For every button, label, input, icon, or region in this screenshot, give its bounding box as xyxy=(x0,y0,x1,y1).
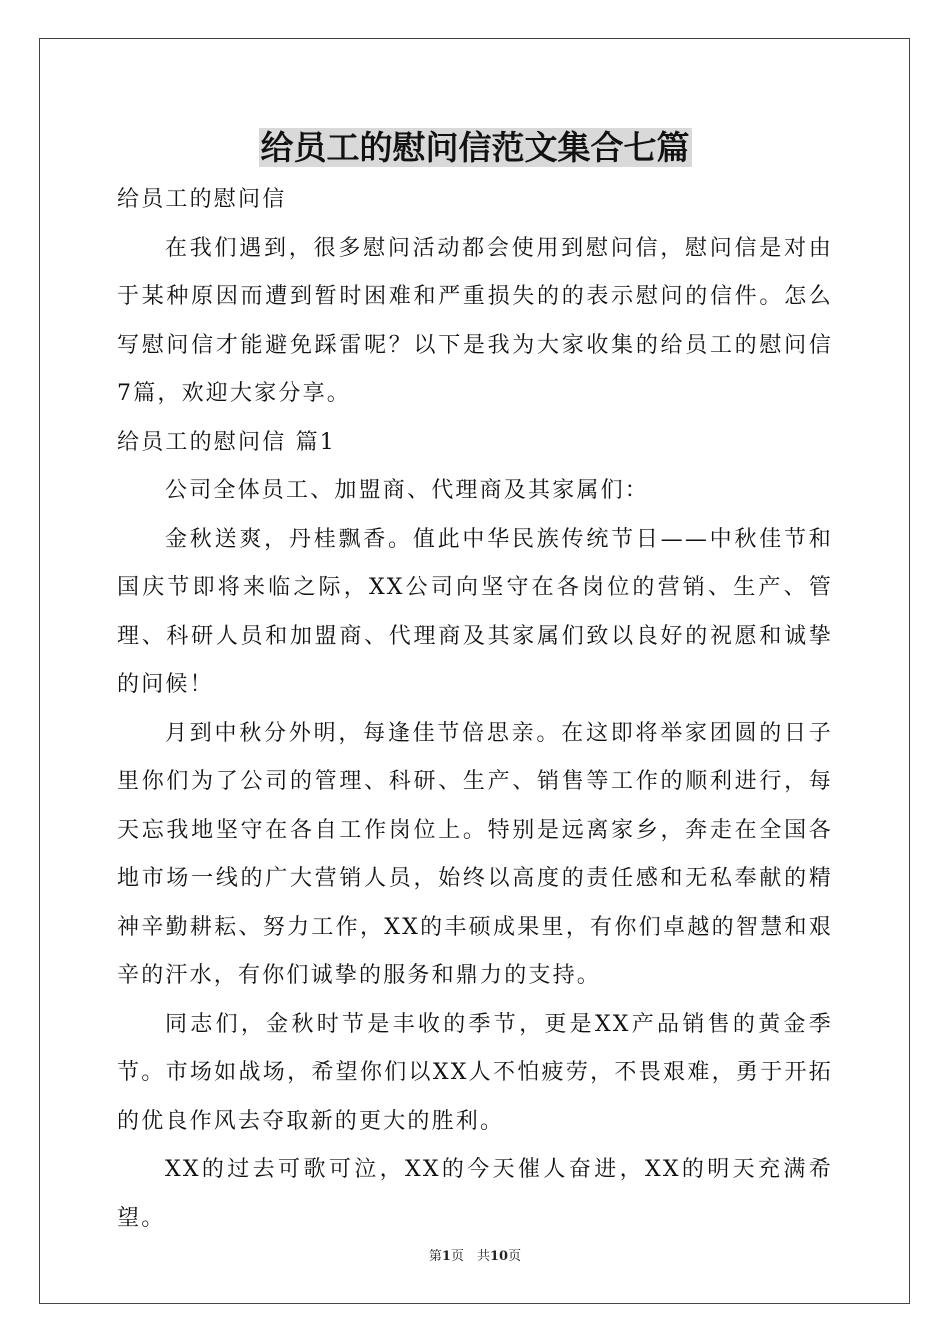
footer-current-page: 1 xyxy=(441,1249,451,1264)
page-footer xyxy=(0,1248,950,1266)
document-title-text: 给员工的慰问信范文集合七篇 xyxy=(260,128,690,167)
footer-total-pages: 10 xyxy=(489,1249,509,1264)
body-paragraph: 公司全体员工、加盟商、代理商及其家属们： xyxy=(165,478,650,503)
body-paragraph: 月到中秋分外明，每逢佳节倍思亲。在这即将举家团圆的日子里你们为了公司的管理、科研、生产、销售等工作的顺利进行，每天忘我地坚守在各自工作岗位上。特别是远离家乡，奔走在全国各地市场一线的广大营销人员，始终以高度的责任感和无私奉献的精神辛勤耕耘、努力工作，XX的丰硕成果里，有你们卓越的智慧和艰辛的汗水，有你们诚挚的服务和鼎力的支持。 xyxy=(117,720,833,988)
footer-page-mid: 页 共 xyxy=(450,1249,490,1264)
body-paragraph: 金秋送爽，丹桂飘香。值此中华民族传统节日——中秋佳节和国庆节即将来临之际，XX公司向坚守在各岗位的营销、生产、管理、科研人员和加盟商、代理商及其家属们致以良好的祝愿和诚挚的问候！ xyxy=(117,526,833,697)
footer-page-prefix: 第 xyxy=(428,1249,442,1264)
body-paragraph: XX的过去可歌可泣，XX的今天催人奋进，XX的明天充满希望。 xyxy=(117,1157,833,1231)
document-title xyxy=(0,126,950,170)
body-paragraph: 在我们遇到，很多慰问活动都会使用到慰问信，慰问信是对由于某种原因而遭到暂时困难和严重损失的的表示慰问的信件。怎么写慰问信才能避免踩雷呢？以下是我为大家收集的给员工的慰问信7篇，欢迎大家分享。 xyxy=(117,235,833,406)
document-body xyxy=(117,176,833,1243)
section-heading: 给员工的慰问信 篇1 xyxy=(117,429,336,455)
body-paragraph: 同志们，金秋时节是丰收的季节，更是XX产品销售的黄金季节。市场如战场，希望你们以XX人不怕疲劳，不畏艰难，勇于开拓的优良作风去夺取新的更大的胜利。 xyxy=(117,1011,833,1134)
footer-page-suffix: 页 xyxy=(508,1249,522,1264)
section-heading: 给员工的慰问信 xyxy=(117,187,287,212)
